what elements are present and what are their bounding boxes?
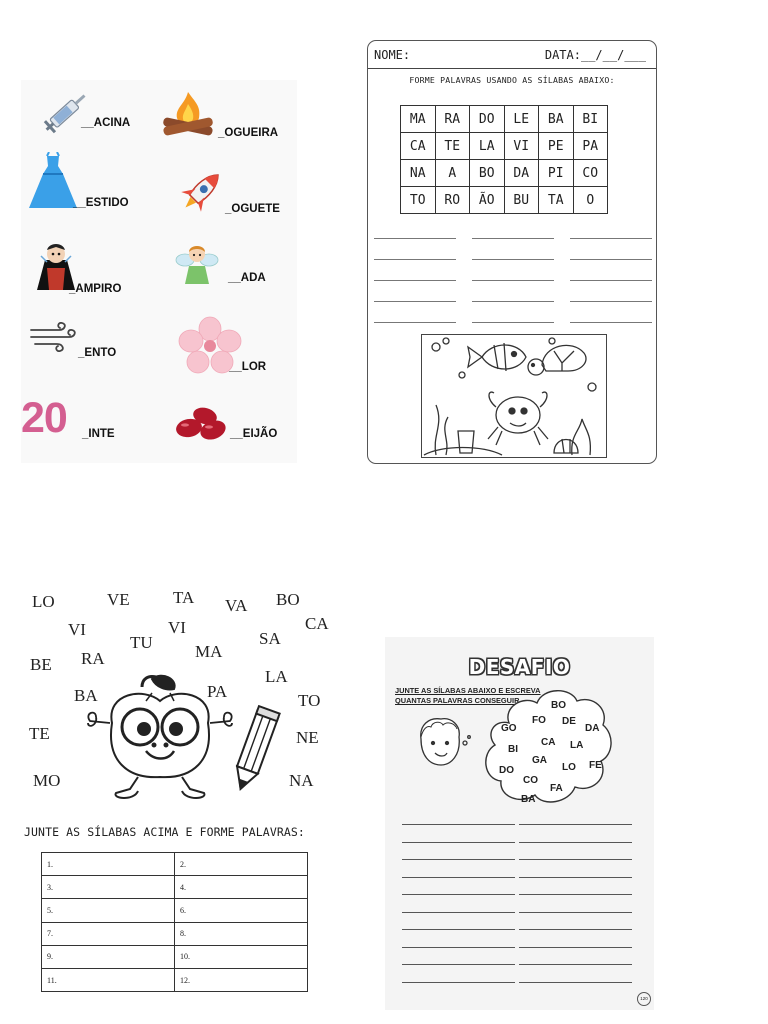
syllable: BO <box>551 700 566 711</box>
answer-line[interactable] <box>402 824 515 825</box>
syllable-cell: VI <box>504 133 539 160</box>
syllable-cell: BI <box>573 106 608 133</box>
answer-table <box>41 852 308 992</box>
syllable: BO <box>276 590 300 609</box>
syllable: VE <box>107 590 130 609</box>
answer-line[interactable] <box>570 322 652 323</box>
header-divider <box>368 68 656 69</box>
answer-line[interactable] <box>402 894 515 895</box>
answer-line[interactable] <box>570 238 652 239</box>
answer-cell[interactable]: 6. <box>175 899 308 922</box>
syllable-cloud <box>479 683 615 815</box>
syllable-cell: DO <box>470 106 505 133</box>
syllable-cell: RA <box>435 106 470 133</box>
syllable: CA <box>541 737 556 748</box>
number-twenty: 20 <box>21 394 67 442</box>
syllable: BA <box>74 686 98 705</box>
syllable: SA <box>259 629 281 648</box>
syllable: BE <box>30 655 52 674</box>
syllable-cell: PI <box>539 160 574 187</box>
syllable-cell: LE <box>504 106 539 133</box>
syllable-cell: O <box>573 187 608 214</box>
word-vacina: __ACINA <box>81 117 131 129</box>
wind-icon <box>29 322 81 356</box>
fairy-icon <box>173 238 221 294</box>
answer-line[interactable] <box>519 982 632 983</box>
word-vampiro: _AMPIRO <box>69 283 122 295</box>
syllable-cell: DA <box>504 160 539 187</box>
answer-cell[interactable]: 5. <box>42 899 175 922</box>
syllable: LA <box>570 740 584 751</box>
syllable-cell: PA <box>573 133 608 160</box>
syllable: FA <box>550 783 563 794</box>
syllable-cell: PE <box>539 133 574 160</box>
word-feijao: __EIJÃO <box>230 428 278 440</box>
date-label: DATA:__/__/___ <box>544 48 646 62</box>
answer-line[interactable] <box>402 877 515 878</box>
answer-line[interactable] <box>402 947 515 948</box>
answer-line[interactable] <box>402 859 515 860</box>
answer-line[interactable] <box>402 964 515 965</box>
answer-line[interactable] <box>570 280 652 281</box>
syllable-cell: LA <box>470 133 505 160</box>
answer-line[interactable] <box>374 322 456 323</box>
challenge-instruction-line2: QUANTAS PALAVRAS CONSEGUIR. <box>395 696 522 705</box>
word-fogueira: _OGUEIRA <box>218 127 279 139</box>
syllable: MO <box>33 771 61 790</box>
answer-line[interactable] <box>472 238 554 239</box>
syllable-grid <box>400 105 608 214</box>
syllable: GO <box>501 723 517 734</box>
answer-cell[interactable]: 7. <box>42 922 175 945</box>
pencil-icon <box>224 703 284 799</box>
answer-line[interactable] <box>519 929 632 930</box>
answer-line[interactable] <box>519 877 632 878</box>
syllable-cell: TA <box>539 187 574 214</box>
answer-line[interactable] <box>519 842 632 843</box>
answer-cell[interactable]: 1. <box>42 853 175 876</box>
answer-line[interactable] <box>402 982 515 983</box>
word-foguete: _OGUETE <box>225 203 280 215</box>
answer-cell[interactable]: 3. <box>42 876 175 899</box>
syllable: TO <box>298 691 321 710</box>
syllable: LO <box>32 592 55 611</box>
answer-line[interactable] <box>519 894 632 895</box>
syllable: TA <box>173 588 195 607</box>
syllable: GA <box>532 755 547 766</box>
word-vento: _ENTO <box>78 347 117 359</box>
challenge-instruction-line1: JUNTE AS SÍLABAS ABAIXO E ESCREVA <box>395 686 541 695</box>
answer-line[interactable] <box>374 280 456 281</box>
syllable: LA <box>265 667 288 686</box>
syllable: LO <box>562 762 576 773</box>
syllable-cell: MA <box>401 106 436 133</box>
answer-line[interactable] <box>402 842 515 843</box>
syllable-worksheet <box>367 40 657 464</box>
syllable-cell: A <box>435 160 470 187</box>
answer-line[interactable] <box>472 259 554 260</box>
challenge-title: DESAFIO <box>468 655 571 679</box>
syllable-cell: CO <box>573 160 608 187</box>
answer-cell[interactable]: 4. <box>175 876 308 899</box>
answer-cell[interactable]: 12. <box>175 968 308 991</box>
syllable: CA <box>305 614 329 633</box>
answer-line[interactable] <box>472 280 554 281</box>
syllable: NE <box>296 728 319 747</box>
boy-face-icon <box>415 715 471 775</box>
syringe-icon <box>39 86 95 142</box>
answer-cell[interactable]: 9. <box>42 945 175 968</box>
syllable-cell: BU <box>504 187 539 214</box>
join-syllables-panel <box>20 585 338 1005</box>
syllable: NA <box>289 771 314 790</box>
sea-animals-illustration <box>421 334 607 458</box>
answer-line[interactable] <box>519 964 632 965</box>
answer-line[interactable] <box>472 322 554 323</box>
syllable: BI <box>508 744 518 755</box>
word-flor: __LOR <box>229 361 267 373</box>
syllable: TU <box>130 633 153 652</box>
answer-line[interactable] <box>519 859 632 860</box>
syllable: DE <box>562 716 576 727</box>
syllable: RA <box>81 649 105 668</box>
word-vestido: __ESTIDO <box>73 197 129 209</box>
syllable: CO <box>523 775 538 786</box>
syllable-cell: RO <box>435 187 470 214</box>
syllable-cell: TE <box>435 133 470 160</box>
syllable: BA <box>521 794 536 805</box>
beans-icon <box>175 406 229 444</box>
apple-character-icon <box>82 673 242 807</box>
worksheet-instruction: FORME PALAVRAS USANDO AS SÍLABAS ABAIXO: <box>409 75 615 85</box>
join-instruction: JUNTE AS SÍLABAS ACIMA E FORME PALAVRAS: <box>24 825 305 839</box>
rocket-icon <box>173 166 229 222</box>
challenge-panel <box>385 637 654 1010</box>
syllable: VI <box>68 620 86 639</box>
answer-line[interactable] <box>374 301 456 302</box>
answer-line[interactable] <box>402 912 515 913</box>
answer-cell[interactable]: 11. <box>42 968 175 991</box>
syllable-cell: NA <box>401 160 436 187</box>
answer-cell[interactable]: 10. <box>175 945 308 968</box>
answer-line[interactable] <box>374 238 456 239</box>
syllable: PA <box>207 682 228 701</box>
answer-line[interactable] <box>402 929 515 930</box>
answer-cell[interactable]: 8. <box>175 922 308 945</box>
syllable: FE <box>589 760 602 771</box>
answer-line[interactable] <box>374 259 456 260</box>
syllable: VA <box>225 596 248 615</box>
syllable: MA <box>195 642 223 661</box>
syllable: FO <box>532 715 546 726</box>
answer-line[interactable] <box>472 301 554 302</box>
syllable-cell: BA <box>539 106 574 133</box>
syllable-cell: TO <box>401 187 436 214</box>
syllable: VI <box>168 618 186 637</box>
syllable: TE <box>29 724 50 743</box>
word-vinte: _INTE <box>82 428 115 440</box>
syllable: DA <box>585 723 600 734</box>
page-number: 120 <box>637 992 651 1006</box>
answer-line[interactable] <box>570 259 652 260</box>
campfire-icon <box>157 88 219 144</box>
name-label: NOME: <box>374 48 411 62</box>
answer-cell[interactable]: 2. <box>175 853 308 876</box>
missing-letter-panel <box>21 80 297 463</box>
syllable-cell: CA <box>401 133 436 160</box>
syllable: DO <box>499 765 514 776</box>
answer-line[interactable] <box>519 947 632 948</box>
answer-line[interactable] <box>570 301 652 302</box>
word-fada: __ADA <box>228 272 266 284</box>
syllable-cell: ÃO <box>470 187 505 214</box>
answer-line[interactable] <box>519 912 632 913</box>
answer-line[interactable] <box>519 824 632 825</box>
syllable-cell: BO <box>470 160 505 187</box>
